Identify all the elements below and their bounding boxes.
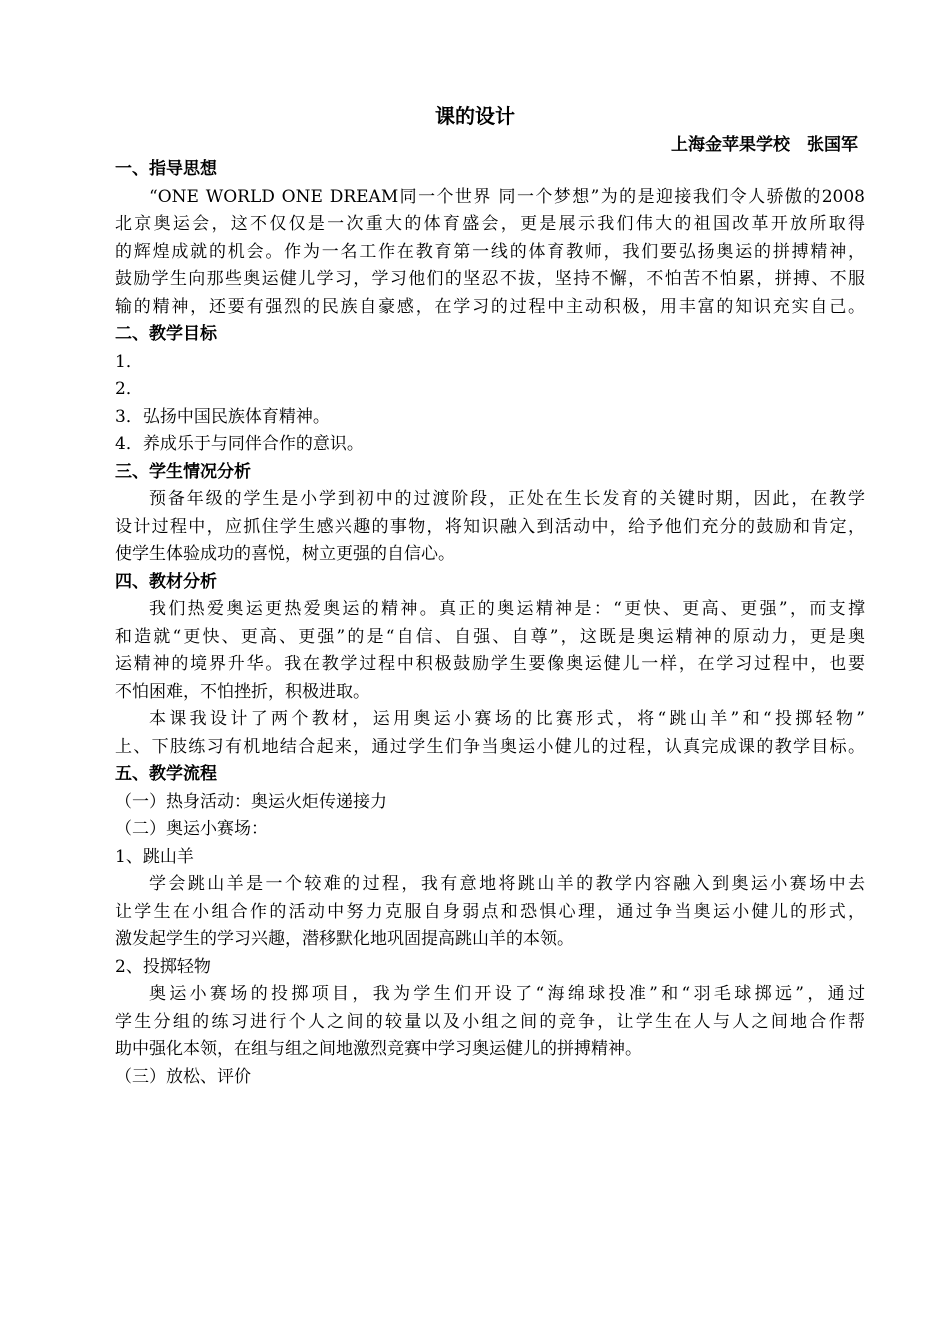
list-item: 2．: [115, 379, 143, 399]
paragraph-line: 激发起学生的学习兴趣，潜移默化地巩固提高跳山羊的本领。: [115, 929, 574, 949]
paragraph-line: 的辉煌成就的机会。作为一名工作在教育第一线的体育教师，我们要弘扬奥运的拼搏精神，: [115, 241, 865, 262]
paragraph-line: 不怕困难，不怕挫折，积极进取。: [115, 681, 370, 702]
paragraph-line: 本课我设计了两个教材，运用奥运小赛场的比赛形式，将“跳山羊”和“投掷轻物”: [149, 709, 865, 729]
flow-step: （三）放松、评价: [115, 1066, 251, 1087]
sub-item-title: 1、跳山羊: [115, 846, 194, 867]
paragraph-line: 预备年级的学生是小学到初中的过渡阶段，正处在生长发育的关键时期，因此，在教学: [149, 489, 865, 509]
paragraph-line: 奥运小赛场的投掷项目，我为学生们开设了“海绵球投准”和“羽毛球掷远”，通过: [149, 984, 865, 1004]
list-item: 4．养成乐于与同伴合作的意识。: [115, 434, 364, 454]
section-heading: 二、教学目标: [115, 324, 217, 344]
paragraph-line: 运精神的境界升华。我在教学过程中积极鼓励学生要像奥运健儿一样，在学习过程中，也要: [115, 654, 865, 674]
paragraph-line: 和造就“更快、更高、更强”的是“自信、自强、自尊”，这既是奥运精神的原动力，更是奥: [115, 626, 865, 647]
paragraph-line: 使学生体验成功的喜悦，树立更强的自信心。: [115, 544, 455, 564]
document-body: [115, 156, 865, 1091]
paragraph-line: 北京奥运会，这不仅仅是一次重大的体育盛会，更是展示我们伟大的祖国改革开放所取得: [115, 214, 865, 234]
section-heading: 一、指导思想: [115, 159, 217, 179]
paragraph-line: 我们热爱奥运更热爱奥运的精神。真正的奥运精神是：“更快、更高、更强”，而支撑: [149, 599, 865, 619]
flow-step: （一）热身活动：奥运火炬传递接力: [115, 791, 387, 812]
paragraph-line: 上、下肢练习有机地结合起来，通过学生们争当奥运小健儿的过程，认真完成课的教学目标。: [115, 736, 865, 757]
paragraph-line: 设计过程中，应抓住学生感兴趣的事物，将知识融入到活动中，给予他们充分的鼓励和肯定，: [115, 516, 865, 537]
paragraph-line: 让学生在小组合作的活动中努力克服自身弱点和恐惧心理，通过争当奥运小健儿的形式，: [115, 901, 865, 922]
section-heading: 四、教材分析: [115, 571, 217, 592]
document-title: 课的设计: [435, 104, 515, 128]
paragraph-line: 输的精神，还要有强烈的民族自豪感，在学习的过程中主动积极，用丰富的知识充实自己。: [115, 296, 865, 317]
paragraph-line: 学生分组的练习进行个人之间的较量以及小组之间的竞争，让学生在人与人之间地合作帮: [115, 1011, 865, 1032]
paragraph-line: 鼓励学生向那些奥运健儿学习，学习他们的坚忍不拔，坚持不懈，不怕苦不怕累，拼搏、不服: [115, 269, 865, 289]
author-line: 上海金苹果学校 张国军: [671, 135, 858, 155]
paragraph-line: 学会跳山羊是一个较难的过程，我有意地将跳山羊的教学内容融入到奥运小赛场中去: [149, 874, 865, 894]
section-heading: 五、教学流程: [115, 764, 217, 784]
section-heading: 三、学生情况分析: [115, 461, 251, 482]
sub-item-title: 2、投掷轻物: [115, 956, 211, 977]
paragraph-line: 助中强化本领，在组与组之间地激烈竞赛中学习奥运健儿的拼搏精神。: [115, 1039, 642, 1059]
list-item: 3．弘扬中国民族体育精神。: [115, 406, 330, 427]
paragraph-line: “ONE WORLD ONE DREAM同一个世界 同一个梦想”为的是迎接我们令人骄傲的2008: [149, 186, 865, 207]
flow-step: （二）奥运小赛场：: [115, 819, 268, 839]
list-item: 1．: [115, 351, 143, 372]
